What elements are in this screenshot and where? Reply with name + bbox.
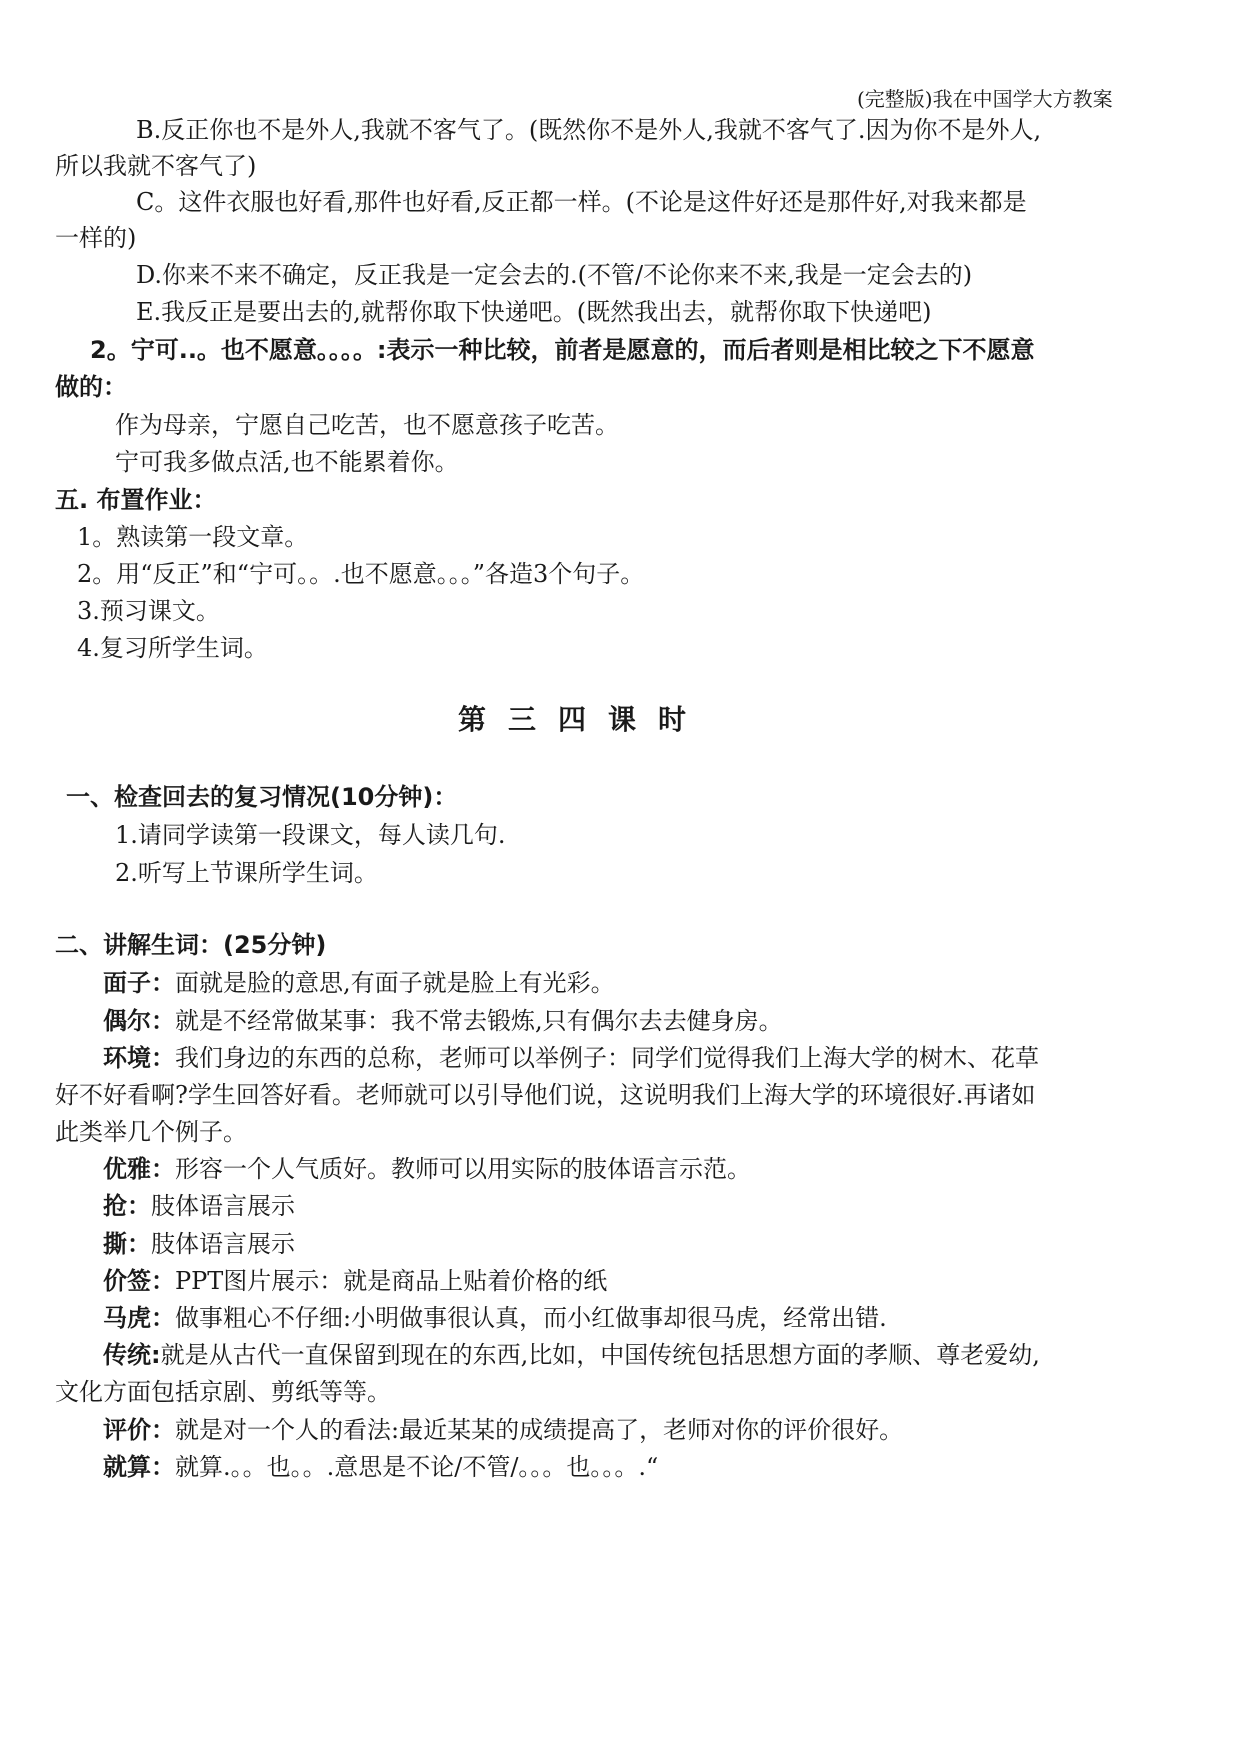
review-item: 2.听写上节课所学生词。 — [115, 859, 378, 887]
ningke-heading-line2: 做的： — [55, 373, 127, 401]
page-header: (完整版)我在中国学大方教案 — [857, 87, 1113, 111]
vocab-definition: 就是对一个人的看法:最近某某的成绩提高了，老师对你的评价很好。 — [175, 1416, 904, 1444]
vocab-definition: 肢体语言展示 — [151, 1230, 295, 1258]
vocab-definition: PPT图片展示：就是商品上贴着价格的纸 — [175, 1267, 608, 1295]
vocab-definition: 面就是脸的意思,有面子就是脸上有光彩。 — [175, 969, 615, 997]
vocab-term: 传统: — [103, 1341, 161, 1369]
vocab-definition: 就算.。。也。。.意思是不论/不管/。。。也。。。.“ — [175, 1453, 659, 1481]
vocab-entry — [103, 1264, 607, 1298]
ningke-example-1: 作为母亲，宁愿自己吃苦，也不愿意孩子吃苦。 — [115, 411, 619, 439]
vocab-definition-continued: 此类举几个例子。 — [55, 1118, 247, 1146]
vocab-entry — [103, 1450, 658, 1484]
vocab-term: 优雅： — [103, 1155, 175, 1183]
vocab-entry — [103, 1338, 1040, 1372]
vocab-definition: 就是不经常做某事：我不常去锻炼,只有偶尔去去健身房。 — [175, 1007, 783, 1035]
vocab-entry — [103, 1152, 751, 1186]
vocab-entry — [103, 1189, 295, 1223]
vocab-term: 价签： — [103, 1267, 175, 1295]
vocab-definition: 就是从古代一直保留到现在的东西,比如，中国传统包括思想方面的孝顺、尊老爱幼, — [160, 1341, 1040, 1369]
homework-item: 3.预习课文。 — [77, 597, 220, 625]
vocab-definition: 做事粗心不仔细:小明做事很认真，而小红做事却很马虎，经常出错. — [175, 1304, 887, 1332]
vocab-term: 抢： — [103, 1192, 151, 1220]
homework-item: 1。熟读第一段文章。 — [77, 523, 309, 551]
vocab-term: 评价： — [103, 1416, 175, 1444]
example-c-line1: C。这件衣服也好看,那件也好看,反正都一样。(不论是这件好还是那件好,对我来都是 — [136, 188, 1027, 216]
vocab-entry — [103, 1227, 295, 1261]
review-item: 1.请同学读第一段课文，每人读几句. — [115, 821, 506, 849]
vocab-term: 面子： — [103, 969, 175, 997]
vocab-entry — [103, 1004, 783, 1038]
example-b-line1: B.反正你也不是外人,我就不客气了。(既然你不是外人,我就不客气了.因为你不是外人, — [136, 116, 1042, 144]
review-heading: 一、检查回去的复习情况(10分钟)： — [66, 783, 458, 811]
example-e: E.我反正是要出去的,就帮你取下快递吧。(既然我出去，就帮你取下快递吧) — [136, 298, 932, 326]
vocab-term: 就算： — [103, 1453, 175, 1481]
vocab-term: 撕： — [103, 1230, 151, 1258]
vocab-entry — [103, 1413, 903, 1447]
homework-item: 2。用“反正”和“宁可。。.也不愿意。。。”各造3个句子。 — [77, 560, 645, 588]
vocab-term: 偶尔： — [103, 1007, 175, 1035]
vocab-heading: 二、讲解生词：(25分钟) — [55, 931, 327, 959]
example-b-line2: 所以我就不客气了) — [55, 152, 257, 180]
vocab-term: 环境： — [103, 1044, 175, 1072]
vocab-entry — [103, 1301, 887, 1335]
vocab-definition: 我们身边的东西的总称，老师可以举例子：同学们觉得我们上海大学的树木、花草 — [175, 1044, 1039, 1072]
example-d: D.你来不来不确定，反正我是一定会去的.(不管/不论你来不来,我是一定会去的) — [136, 261, 973, 289]
lesson-title: 第三四课时 — [458, 703, 709, 736]
vocab-entry — [103, 966, 615, 1000]
homework-heading: 五. 布置作业： — [55, 486, 217, 514]
vocab-term: 马虎： — [103, 1304, 175, 1332]
vocab-definition-continued: 好不好看啊?学生回答好看。老师就可以引导他们说，这说明我们上海大学的环境很好.再诸如 — [55, 1081, 1036, 1109]
homework-item: 4.复习所学生词。 — [77, 634, 268, 662]
vocab-definition: 形容一个人气质好。教师可以用实际的肢体语言示范。 — [175, 1155, 751, 1183]
vocab-definition: 肢体语言展示 — [151, 1192, 295, 1220]
vocab-definition-continued: 文化方面包括京剧、剪纸等等。 — [55, 1378, 391, 1406]
ningke-example-2: 宁可我多做点活,也不能累着你。 — [115, 448, 459, 476]
ningke-heading-line1: 2。宁可..。也不愿意。。。。:表示一种比较，前者是愿意的，而后者则是相比较之下不愿意 — [90, 336, 1035, 364]
vocab-entry — [103, 1041, 1039, 1075]
example-c-line2: 一样的) — [55, 224, 137, 252]
